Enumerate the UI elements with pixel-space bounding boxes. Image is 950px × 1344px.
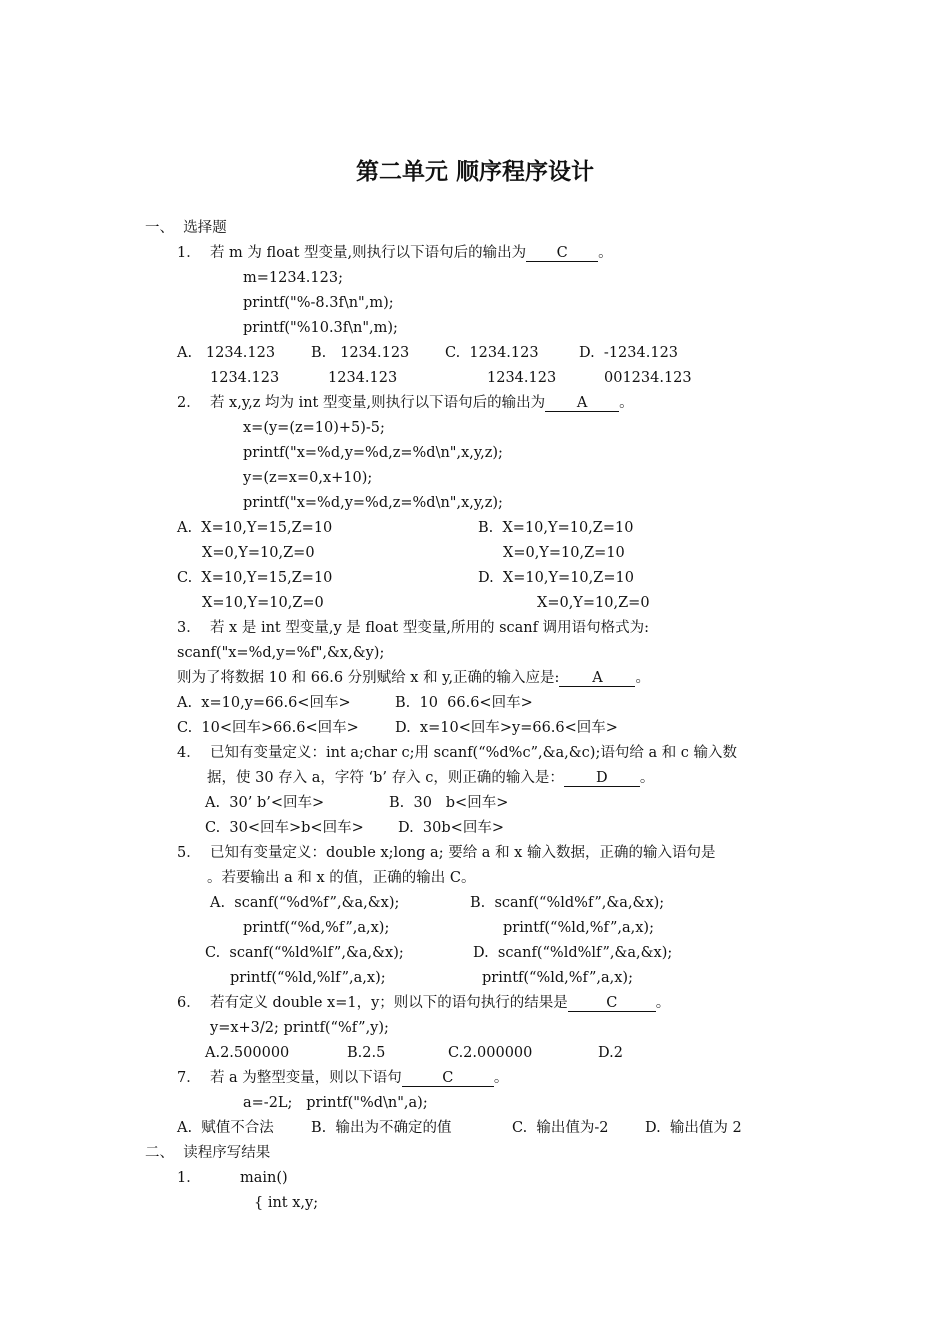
option-a: A. x=10,y=66.6<回车> — [177, 695, 351, 711]
question-stem-text: 2． 若 x,y,z 均为 int 型变量,则执行以下语句后的输出为 — [177, 395, 546, 411]
question-stem-end: 。 — [619, 395, 634, 411]
question-7-stem — [177, 1068, 508, 1088]
question-4-stem-cont — [207, 768, 654, 788]
question-stem-end: 。 — [639, 770, 655, 786]
option-b: B.2.5 — [347, 1045, 386, 1061]
option-a-line1: A. X=10,Y=15,Z=10 — [177, 520, 333, 536]
code-line: x=(y=(z=10)+5)-5; — [243, 420, 385, 436]
option-c-line2: printf(“%ld,%lf”,a,x); — [230, 970, 386, 986]
option-b-line2: X=0,Y=10,Z=10 — [503, 545, 625, 561]
question-stem-text: 6． 若有定义 double x=1，y；则以下的语句执行的结果是 — [177, 995, 568, 1011]
question-stem-text: 据，使 30 存入 a，字符 ‘b’ 存入 c，则正确的输入是： — [207, 770, 564, 786]
code-line: y=(z=x=0,x+10); — [243, 470, 373, 486]
question-3-input-prompt — [177, 668, 650, 688]
option-d: D. x=10<回车>y=66.6<回车> — [395, 720, 618, 736]
option-b-line2: printf(“%ld,%f”,a,x); — [503, 920, 654, 936]
code-line: a=-2L; printf("%d\n",a); — [243, 1095, 428, 1111]
option-c-line1: C. 1234.123 — [445, 345, 539, 361]
option-c: C.2.000000 — [448, 1045, 533, 1061]
code-line: printf("%-8.3f\n",m); — [243, 295, 394, 311]
option-d-line2: X=0,Y=10,Z=0 — [537, 595, 650, 611]
question-stem-text: 则为了将数据 10 和 66.6 分别赋给 x 和 y,正确的输入应是: — [177, 670, 560, 686]
option-d-line1: D. -1234.123 — [579, 345, 679, 361]
section-heading-choice: 一、 选择题 — [145, 220, 227, 236]
option-a-line1: A. 1234.123 — [177, 345, 276, 361]
option-c-line2: X=10,Y=10,Z=0 — [202, 595, 324, 611]
option-c-line2: 1234.123 — [487, 370, 557, 386]
option-a: A. 赋值不合法 — [177, 1120, 274, 1136]
section-heading-read-program: 二、 读程序写结果 — [145, 1145, 271, 1161]
option-c: C. 输出值为-2 — [512, 1120, 609, 1136]
question-1-stem — [177, 243, 613, 263]
question-stem-end: 。 — [655, 995, 671, 1011]
option-b-line1: B. X=10,Y=10,Z=10 — [478, 520, 634, 536]
code-line: m=1234.123; — [243, 270, 343, 286]
option-d-line2: printf(“%ld,%f”,a,x); — [482, 970, 633, 986]
option-a-line2: 1234.123 — [210, 370, 280, 386]
option-d-line1: D. scanf(“%ld%lf”,&a,&x); — [473, 945, 673, 961]
question-2-stem — [177, 393, 634, 413]
question-5-stem-cont: 。若要输出 a 和 x 的值，正确的输出 C。 — [207, 870, 476, 886]
question-stem-text: 1． 若 m 为 float 型变量,则执行以下语句后的输出为 — [177, 245, 527, 261]
question-stem-end: 。 — [598, 245, 613, 261]
answer-blank: C — [568, 995, 656, 1012]
question-stem-end: 。 — [635, 670, 650, 686]
option-d: D. 输出值为 2 — [645, 1120, 742, 1136]
option-b: B. 输出为不确定的值 — [311, 1120, 452, 1136]
option-a-line2: X=0,Y=10,Z=0 — [202, 545, 315, 561]
option-c-line1: C. X=10,Y=15,Z=10 — [177, 570, 333, 586]
option-c: C. 30<回车>b<回车> — [205, 820, 364, 836]
option-b-line2: 1234.123 — [328, 370, 398, 386]
answer-blank: A — [545, 395, 619, 412]
code-line: main() — [240, 1170, 288, 1186]
option-b: B. 30 b<回车> — [389, 795, 509, 811]
option-b: B. 10 66.6<回车> — [395, 695, 533, 711]
option-d-line1: D. X=10,Y=10,Z=10 — [478, 570, 634, 586]
page-title: 第二单元 顺序程序设计 — [355, 159, 594, 185]
answer-blank: D — [564, 770, 640, 787]
option-a-line1: A. scanf(“%d%f”,&a,&x); — [210, 895, 400, 911]
question-stem-end: 。 — [493, 1070, 509, 1086]
question-3-stem: 3． 若 x 是 int 型变量,y 是 float 型变量,所用的 scanf 调用语句格式为: — [177, 620, 649, 636]
question-5-stem: 5． 已知有变量定义：double x;long a; 要给 a 和 x 输入数据，正确的输入语句是 — [177, 845, 716, 861]
question-6-stem — [177, 993, 670, 1013]
option-d-line2: 001234.123 — [604, 370, 692, 386]
option-b-line1: B. scanf(“%ld%f”,&a,&x); — [470, 895, 665, 911]
answer-blank: C — [526, 245, 598, 262]
option-a: A.2.500000 — [205, 1045, 290, 1061]
code-line: printf("%10.3f\n",m); — [243, 320, 398, 336]
code-line: { int x,y; — [254, 1195, 319, 1211]
program-number: 1． — [177, 1170, 201, 1186]
option-c-line1: C. scanf(“%ld%lf”,&a,&x); — [205, 945, 404, 961]
option-b-line1: B. 1234.123 — [311, 345, 410, 361]
answer-blank: C — [402, 1070, 494, 1087]
answer-blank: A — [559, 670, 635, 687]
option-d: D. 30b<回车> — [398, 820, 504, 836]
option-d: D.2 — [598, 1045, 623, 1061]
option-c: C. 10<回车>66.6<回车> — [177, 720, 359, 736]
code-line: printf("x=%d,y=%d,z=%d\n",x,y,z); — [243, 445, 503, 461]
option-a-line2: printf(“%d,%f”,a,x); — [243, 920, 390, 936]
code-line: printf("x=%d,y=%d,z=%d\n",x,y,z); — [243, 495, 503, 511]
code-line: scanf("x=%d,y=%f",&x,&y); — [177, 645, 385, 661]
option-a: A. 30’ b’<回车> — [205, 795, 325, 811]
question-4-stem: 4． 已知有变量定义：int a;char c;用 scanf(“%d%c”,&a,&c);语句给 a 和 c 输入数 — [177, 745, 738, 761]
question-stem-text: 7． 若 a 为整型变量，则以下语句 — [177, 1070, 402, 1086]
code-line: y=x+3/2; printf(“%f”,y); — [210, 1020, 389, 1036]
